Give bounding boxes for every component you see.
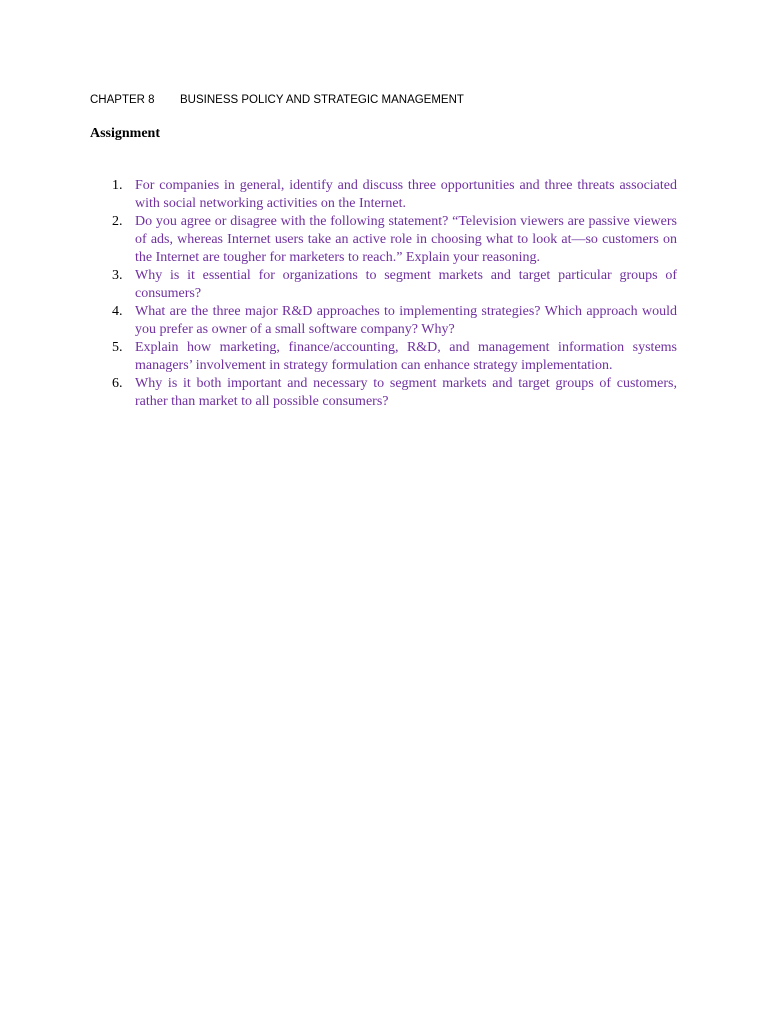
question-text: Why is it both important and necessary to segment markets and target groups of customers, rather than market to all possible consumers? xyxy=(135,376,677,409)
question-item xyxy=(90,267,677,303)
chapter-header xyxy=(90,94,464,106)
course-title: BUSINESS POLICY AND STRATEGIC MANAGEMENT xyxy=(180,94,464,106)
question-number: 6. xyxy=(112,376,123,391)
question-number: 2. xyxy=(112,214,123,229)
question-number: 4. xyxy=(112,304,123,319)
question-text: What are the three major R&D approaches to implementing strategies? Which approach would you prefer as owner of a small software company? Why? xyxy=(135,304,677,337)
question-item xyxy=(90,213,677,267)
chapter-number: CHAPTER 8 xyxy=(90,94,155,106)
question-text: Explain how marketing, finance/accounting, R&D, and management information systems managers’ involvement in strategy formulation can enhance strategy implementation. xyxy=(135,340,677,373)
question-text: For companies in general, identify and discuss three opportunities and three threats associated with social networking activities on the Internet. xyxy=(135,178,677,211)
question-item xyxy=(90,375,677,411)
question-number: 1. xyxy=(112,178,123,193)
question-list xyxy=(90,177,677,411)
question-text: Do you agree or disagree with the following statement? “Television viewers are passive viewers of ads, whereas Internet users take an active role in choosing what to look at—so customers on the Internet are tougher for marketers to reach.” Explain your reasoning. xyxy=(135,214,677,265)
assignment-heading: Assignment xyxy=(90,126,161,141)
question-number: 3. xyxy=(112,268,123,283)
question-text: Why is it essential for organizations to segment markets and target particular groups of consumers? xyxy=(135,268,677,301)
question-item xyxy=(90,177,677,213)
question-number: 5. xyxy=(112,340,123,355)
question-item xyxy=(90,339,677,375)
question-item xyxy=(90,303,677,339)
